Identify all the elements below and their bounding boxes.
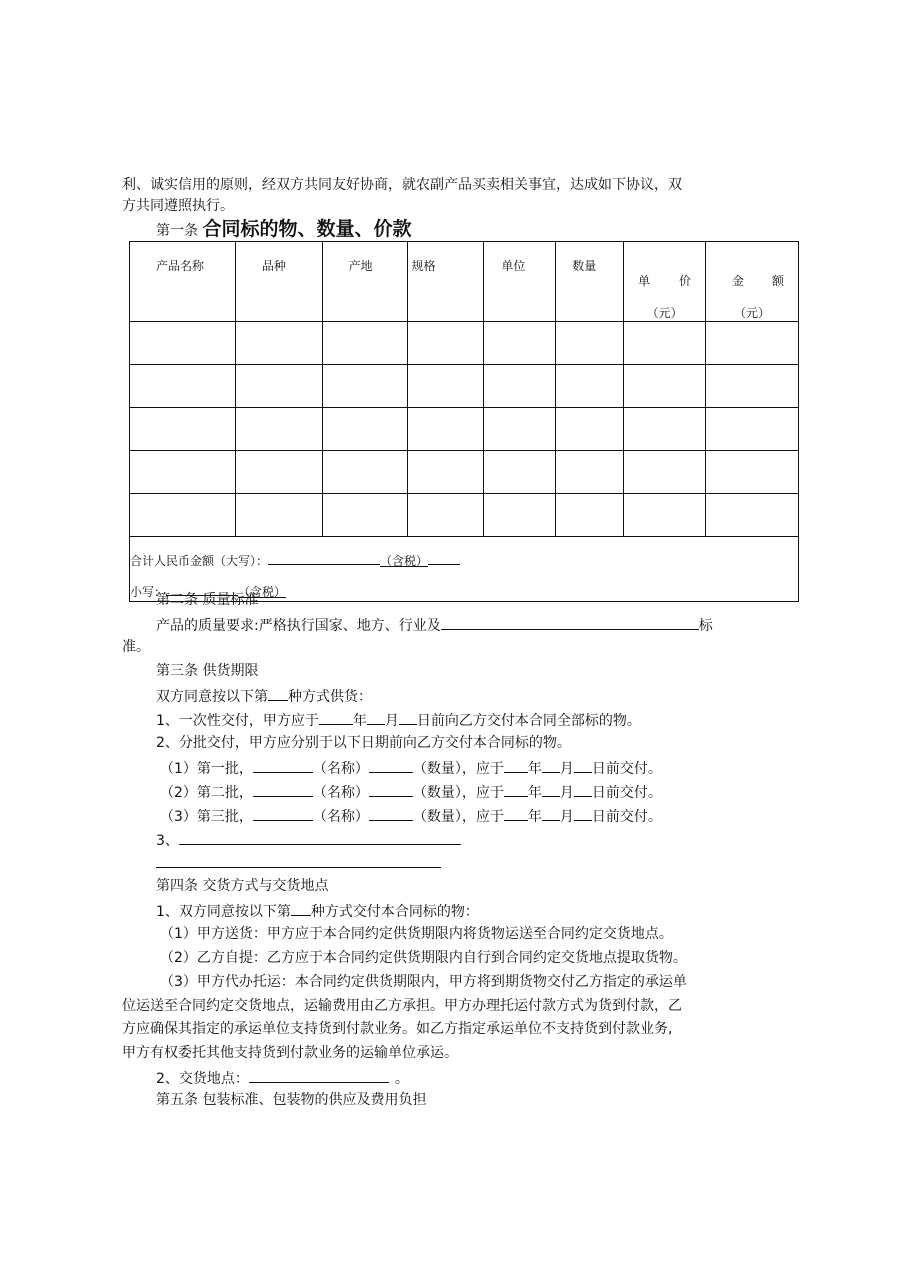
header-unit-price: 单 价 （元） — [624, 242, 706, 322]
article4-option1: （1）甲方送货：甲方应于本合同约定供货期限内将货物运送至合同约定交货地点。 — [160, 926, 673, 942]
article1-title: 合同标的物、数量、价款 — [202, 218, 412, 240]
table-header-row — [130, 242, 799, 322]
total-lower: 小写： （含税） — [130, 580, 286, 600]
article4-option3-line1: （3）甲方代办托运：本合同约定供货期限内，甲方将到期货物交付乙方指定的承运单 — [160, 974, 687, 990]
delivery-place-blank[interactable] — [249, 1067, 389, 1083]
header-origin: 产地 — [322, 242, 407, 322]
article4-option3-line2: 位运送至合同约定交货地点，运输费用由乙方承担。甲方办理托运付款方式为货到付款，乙 — [122, 998, 682, 1014]
item3-blank-2[interactable] — [156, 852, 441, 868]
header-amount: 金 额 （元） — [706, 242, 799, 322]
header-product-name: 产品名称 — [130, 242, 236, 322]
article2-requirement: 产品的质量要求:严格执行国家、地方、行业及 标 — [156, 614, 713, 636]
intro-line-1: 利、诚实信用的原则，经双方共同友好协商，就农副产品买卖相关事宜，达成如下协议，双 — [122, 177, 682, 193]
header-variety: 品种 — [235, 242, 322, 322]
item3-blank[interactable] — [179, 829, 461, 845]
table-row — [130, 451, 799, 494]
article4-option3-line3: 方应确保其指定的承运单位支持货到付款业务。如乙方指定承运单位不支持货到付款业务, — [122, 1021, 673, 1037]
article5-title: 第五条 包装标准、包装物的供应及费用负担 — [156, 1092, 427, 1108]
supply-method-blank[interactable] — [268, 685, 288, 701]
article2-requirement-cont: 准。 — [122, 639, 150, 655]
table-row — [130, 408, 799, 451]
batch-line-3: （3）第三批， （名称） （数量），应于 年 月 日前交付。 — [160, 805, 662, 827]
quality-standard-blank[interactable] — [441, 614, 699, 630]
delivery-method-blank[interactable] — [291, 900, 311, 916]
article3-item3: 3、 — [156, 829, 461, 851]
header-quantity: 数量 — [556, 242, 624, 322]
article4-title: 第四条 交货方式与交货地点 — [156, 878, 329, 894]
article4-place: 2、交货地点： 。 — [156, 1067, 409, 1089]
article3-title: 第三条 供货期限 — [156, 663, 259, 679]
article3-intro: 双方同意按以下第 种方式供货： — [156, 685, 372, 707]
article3-item1: 1、一次性交付，甲方应于 年 月 日前向乙方交付本合同全部标的物。 — [156, 709, 641, 731]
article4-intro: 1、双方同意按以下第 种方式交付本合同标的物： — [156, 900, 479, 922]
article3-item3-cont — [156, 852, 441, 874]
goods-table — [129, 241, 799, 602]
article3-item2: 2、分批交付，甲方应分别于以下日期前向乙方交付本合同标的物。 — [156, 735, 571, 751]
table-row — [130, 322, 799, 365]
header-spec: 规格 — [407, 242, 484, 322]
article4-option2: （2）乙方自提：乙方应于本合同约定供货期限内自行到合同约定交货地点提取货物。 — [160, 950, 687, 966]
article2-title: 第二条 质量标准 — [156, 592, 259, 608]
table-row — [130, 365, 799, 408]
article4-option3-line4: 甲方有权委托其他支持货到付款业务的运输单位承运。 — [122, 1045, 458, 1061]
article1-prefix: 第一条 — [156, 223, 198, 239]
table-row — [130, 494, 799, 537]
intro-line-2: 方共同遵照执行。 — [122, 198, 234, 214]
article1-heading — [156, 219, 411, 241]
total-upper: 合计人民币金额（大写）： （含税） — [130, 549, 460, 569]
header-unit: 单位 — [484, 242, 556, 322]
batch-line-2: （2）第二批， （名称） （数量），应于 年 月 日前交付。 — [160, 781, 662, 803]
total-upper-blank[interactable] — [268, 549, 380, 565]
batch-line-1: （1）第一批， （名称） （数量），应于 年 月 日前交付。 — [160, 757, 662, 779]
